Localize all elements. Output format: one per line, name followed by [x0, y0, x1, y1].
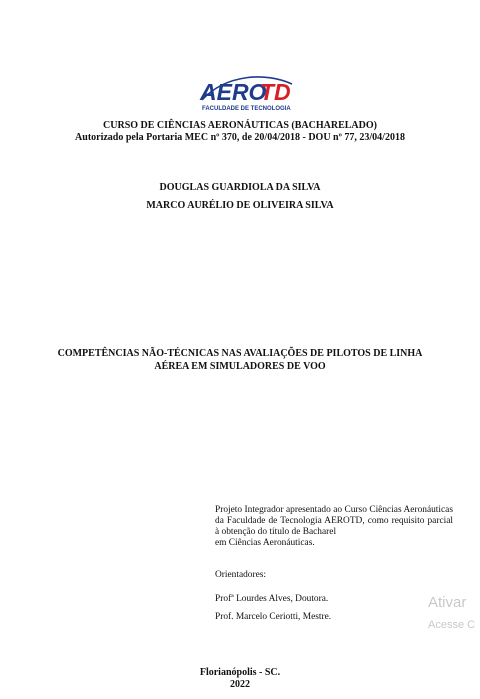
- logo-td-text: TD: [260, 79, 291, 105]
- purpose-statement: [215, 505, 453, 549]
- activation-watermark-subtitle: Acesse C: [428, 619, 476, 631]
- logo-subtitle: FACULDADE DE TECNOLOGIA: [202, 106, 291, 112]
- advisors-label: Orientadores:: [215, 570, 267, 580]
- aerotd-logo-graphic: [196, 70, 296, 114]
- advisor-name: Profª Lourdes Alves, Doutora.: [215, 594, 329, 604]
- work-title-line: COMPETÊNCIAS NÃO-TÉCNICAS NAS AVALIAÇÕES DE PILOTOS DE LINHA: [57, 348, 423, 359]
- aerotd-logo: [196, 70, 296, 114]
- course-authorization: Autorizado pela Portaria MEC nº 370, de 20/04/2018 - DOU nº 77, 23/04/2018: [75, 132, 405, 143]
- purpose-text-last-line: em Ciências Aeronáuticas.: [215, 538, 315, 548]
- city: Florianópolis - SC.: [199, 667, 281, 678]
- logo-aero-text: AERO: [200, 79, 267, 105]
- year: 2022: [230, 679, 250, 690]
- author-name: MARCO AURÉLIO DE OLIVEIRA SILVA: [146, 200, 334, 211]
- author-name: DOUGLAS GUARDIOLA DA SILVA: [159, 182, 321, 193]
- work-title-line: AÉREA EM SIMULADORES DE VOO: [154, 361, 326, 372]
- course-name: CURSO DE CIÊNCIAS AERONÁUTICAS (BACHARELADO): [103, 120, 377, 131]
- advisor-name: Prof. Marcelo Ceriotti, Mestre.: [215, 612, 332, 622]
- purpose-text: Projeto Integrador apresentado ao Curso Ciências Aeronáuticas da Faculdade de Tecnologia AEROTD, como requisito parcial à obtenção do título de Bacharel: [215, 505, 453, 537]
- activation-watermark-title: Ativar: [428, 594, 467, 611]
